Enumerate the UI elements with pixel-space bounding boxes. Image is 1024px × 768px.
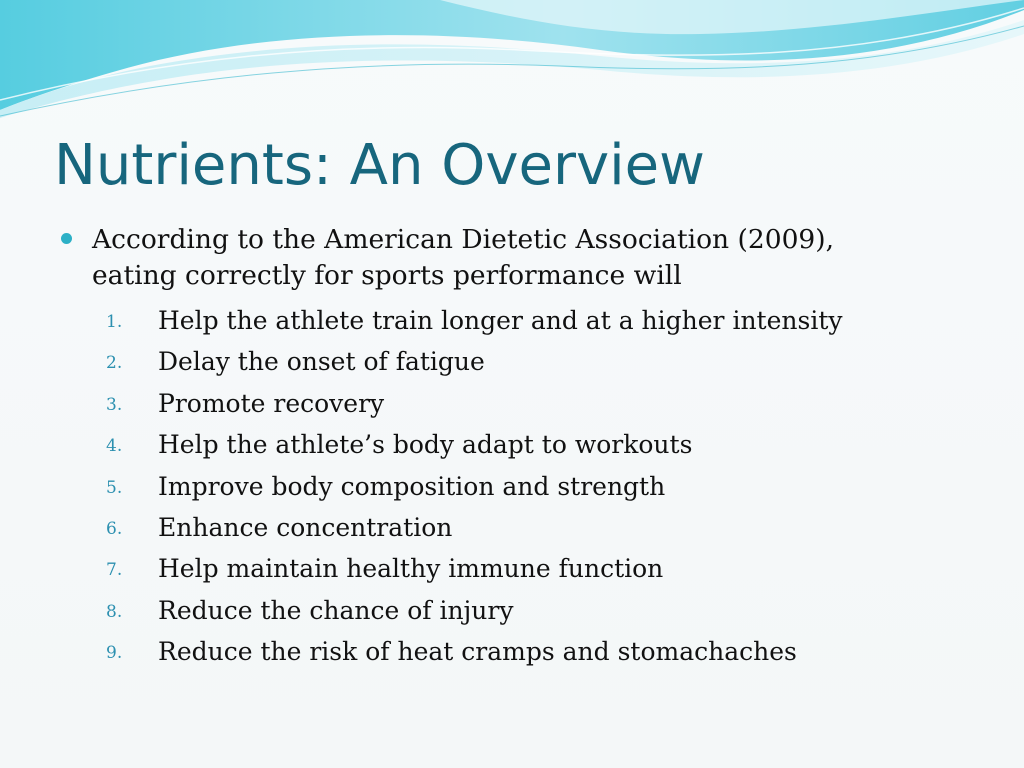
list-item-text: Help the athlete train longer and at a higher intensity <box>158 306 843 335</box>
bullet-dot-icon <box>61 233 72 244</box>
list-item-text: Delay the onset of fatigue <box>158 347 485 377</box>
slide-title: Nutrients: An Overview <box>54 133 705 198</box>
list-number: 1. <box>106 312 123 332</box>
list-item <box>58 424 998 465</box>
list-item <box>58 383 998 424</box>
list-number: 3. <box>106 394 123 415</box>
list-item-text: Promote recovery <box>158 388 385 418</box>
list-number: 8. <box>106 601 123 622</box>
intro-line-1: According to the American Dietetic Association (2009), <box>92 224 835 255</box>
list-item <box>58 590 998 631</box>
list-item <box>58 548 998 589</box>
list-number: 6. <box>106 518 123 539</box>
list-item <box>58 466 998 507</box>
list-item-text: Help the athlete’s body adapt to workouts <box>158 430 693 460</box>
list-number: 9. <box>106 643 123 664</box>
list-item-text: Enhance concentration <box>158 512 453 542</box>
list-number: 2. <box>106 353 123 374</box>
list-item <box>58 300 998 341</box>
list-item <box>58 507 998 548</box>
list-item-text: Improve body composition and strength <box>158 471 666 501</box>
list-number: 5. <box>106 477 123 498</box>
list-item <box>58 341 998 382</box>
list-item-text: Reduce the risk of heat cramps and stomachaches <box>158 637 797 667</box>
list-item-text: Help maintain healthy immune function <box>158 554 664 584</box>
list-number: 7. <box>106 560 123 581</box>
content-body <box>58 222 998 673</box>
numbered-list <box>58 300 998 673</box>
list-item-text: Reduce the chance of injury <box>158 595 514 625</box>
main-bullet <box>58 222 998 294</box>
list-item <box>58 631 998 672</box>
header-wave-decoration <box>0 0 1024 130</box>
list-number: 4. <box>106 436 123 457</box>
intro-line-2: eating correctly for sports performance will <box>92 260 682 291</box>
